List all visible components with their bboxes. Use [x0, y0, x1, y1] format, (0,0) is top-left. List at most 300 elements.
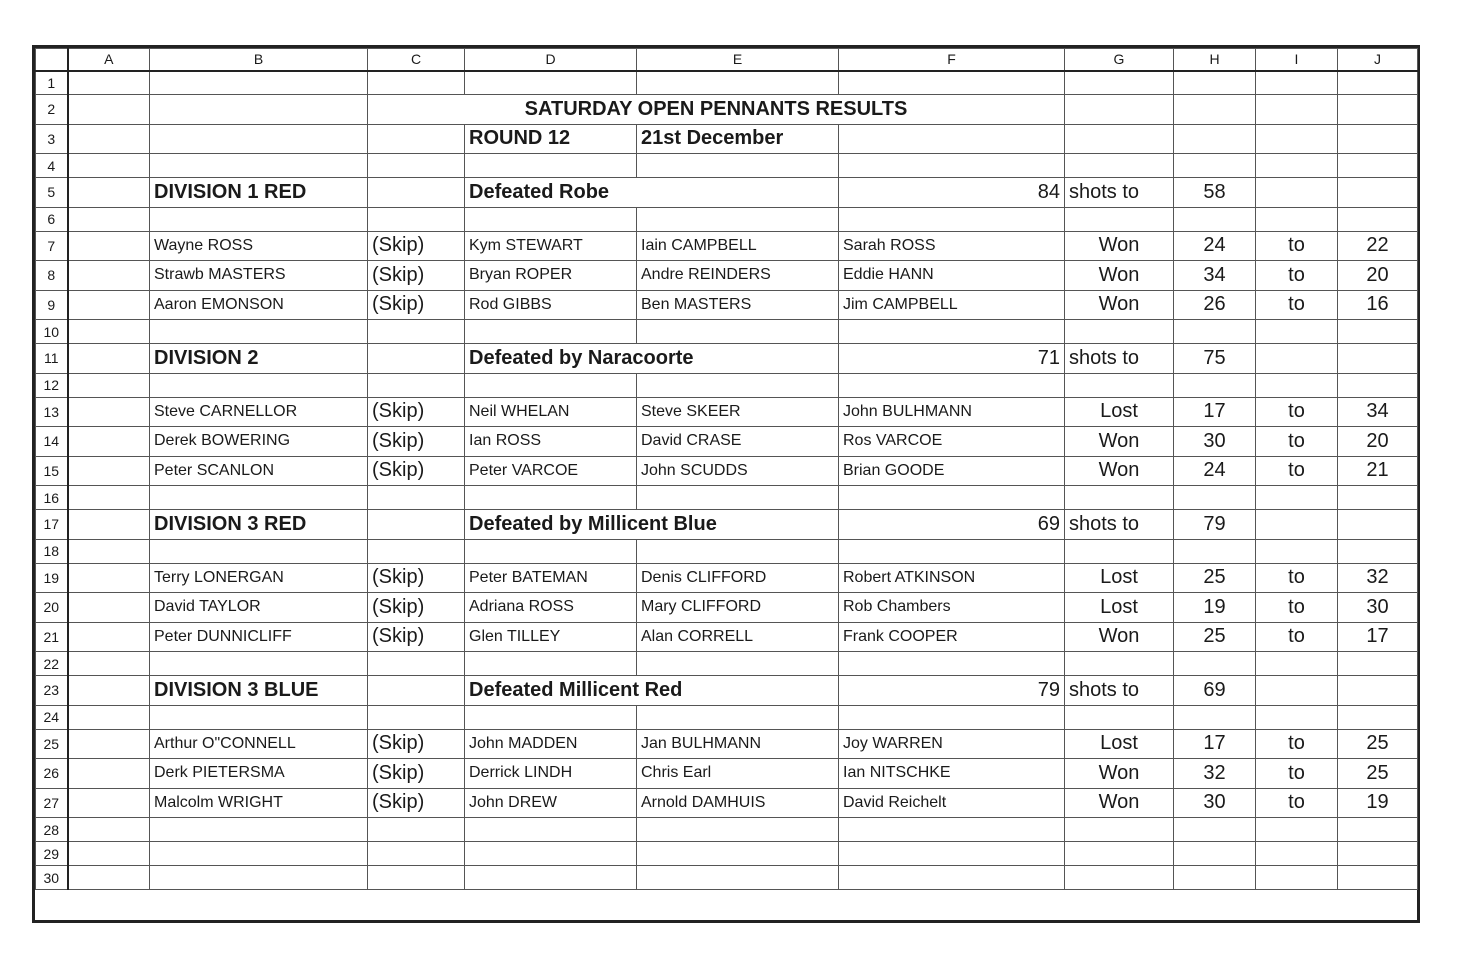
- rink-score-for[interactable]: 26: [1174, 290, 1256, 320]
- skip-label[interactable]: (Skip): [368, 759, 465, 789]
- lead-name[interactable]: Ros VARCOE: [839, 427, 1065, 457]
- second-name[interactable]: Denis CLIFFORD: [637, 563, 839, 593]
- second-name[interactable]: John SCUDDS: [637, 456, 839, 486]
- match-result[interactable]: Defeated by Naracoorte: [465, 344, 839, 374]
- cell[interactable]: [1256, 818, 1338, 842]
- second-name[interactable]: Ben MASTERS: [637, 290, 839, 320]
- cell[interactable]: [637, 818, 839, 842]
- cell[interactable]: [1256, 705, 1338, 729]
- rink-score-for[interactable]: 17: [1174, 397, 1256, 427]
- rink-outcome[interactable]: Won: [1065, 456, 1174, 486]
- cell[interactable]: [1065, 652, 1174, 676]
- lead-name[interactable]: Robert ATKINSON: [839, 563, 1065, 593]
- cell[interactable]: [1256, 207, 1338, 231]
- cell[interactable]: [637, 652, 839, 676]
- cell[interactable]: [1338, 207, 1418, 231]
- cell[interactable]: [1338, 510, 1418, 540]
- cell[interactable]: [68, 510, 150, 540]
- column-header[interactable]: D: [465, 49, 637, 71]
- skip-name[interactable]: Peter SCANLON: [150, 456, 368, 486]
- row-header[interactable]: 12: [36, 373, 68, 397]
- rink-score-for[interactable]: 24: [1174, 231, 1256, 261]
- cell[interactable]: [465, 207, 637, 231]
- skip-label[interactable]: (Skip): [368, 261, 465, 291]
- rink-score-against[interactable]: 20: [1338, 261, 1418, 291]
- cell[interactable]: [1174, 842, 1256, 866]
- cell[interactable]: [1338, 818, 1418, 842]
- cell[interactable]: [839, 705, 1065, 729]
- second-name[interactable]: Steve SKEER: [637, 397, 839, 427]
- cell[interactable]: [368, 676, 465, 706]
- rink-score-against[interactable]: 20: [1338, 427, 1418, 457]
- column-header[interactable]: F: [839, 49, 1065, 71]
- row-header[interactable]: 6: [36, 207, 68, 231]
- cell[interactable]: [68, 539, 150, 563]
- rink-outcome[interactable]: Won: [1065, 759, 1174, 789]
- cell[interactable]: [465, 652, 637, 676]
- cell[interactable]: [1256, 510, 1338, 540]
- cell[interactable]: [150, 154, 368, 178]
- row-header[interactable]: 27: [36, 788, 68, 818]
- cell[interactable]: [1065, 373, 1174, 397]
- third-name[interactable]: John MADDEN: [465, 729, 637, 759]
- rink-score-for[interactable]: 24: [1174, 456, 1256, 486]
- cell[interactable]: [1256, 842, 1338, 866]
- cell[interactable]: [1174, 373, 1256, 397]
- cell[interactable]: [839, 539, 1065, 563]
- cell[interactable]: [1338, 124, 1418, 154]
- cell[interactable]: [1338, 178, 1418, 208]
- cell[interactable]: [637, 373, 839, 397]
- cell[interactable]: [839, 842, 1065, 866]
- lead-name[interactable]: David Reichelt: [839, 788, 1065, 818]
- cell[interactable]: [68, 652, 150, 676]
- skip-label[interactable]: (Skip): [368, 427, 465, 457]
- cell[interactable]: [1065, 842, 1174, 866]
- cell[interactable]: [1256, 486, 1338, 510]
- third-name[interactable]: Ian ROSS: [465, 427, 637, 457]
- cell[interactable]: [1256, 320, 1338, 344]
- column-header[interactable]: J: [1338, 49, 1418, 71]
- row-header[interactable]: 7: [36, 231, 68, 261]
- skip-name[interactable]: Peter DUNNICLIFF: [150, 622, 368, 652]
- cell[interactable]: [1256, 178, 1338, 208]
- row-header[interactable]: 21: [36, 622, 68, 652]
- rink-score-against[interactable]: 32: [1338, 563, 1418, 593]
- shots-against[interactable]: 69: [1174, 676, 1256, 706]
- cell[interactable]: [1338, 154, 1418, 178]
- cell[interactable]: [68, 729, 150, 759]
- rink-score-against[interactable]: 30: [1338, 593, 1418, 623]
- cell[interactable]: [465, 842, 637, 866]
- cell[interactable]: [1338, 486, 1418, 510]
- cell[interactable]: [637, 866, 839, 890]
- cell[interactable]: [368, 154, 465, 178]
- cell[interactable]: [68, 788, 150, 818]
- cell[interactable]: [68, 290, 150, 320]
- row-header[interactable]: 18: [36, 539, 68, 563]
- row-header[interactable]: 29: [36, 842, 68, 866]
- cell[interactable]: [637, 71, 839, 95]
- cell[interactable]: [68, 759, 150, 789]
- cell[interactable]: [1065, 320, 1174, 344]
- row-header[interactable]: 5: [36, 178, 68, 208]
- cell[interactable]: [1338, 652, 1418, 676]
- cell[interactable]: [637, 320, 839, 344]
- skip-label[interactable]: (Skip): [368, 593, 465, 623]
- rink-to-label[interactable]: to: [1256, 231, 1338, 261]
- cell[interactable]: [368, 539, 465, 563]
- lead-name[interactable]: Jim CAMPBELL: [839, 290, 1065, 320]
- cell[interactable]: [368, 818, 465, 842]
- lead-name[interactable]: Ian NITSCHKE: [839, 759, 1065, 789]
- cell[interactable]: [637, 842, 839, 866]
- skip-name[interactable]: Arthur O"CONNELL: [150, 729, 368, 759]
- cell[interactable]: [368, 178, 465, 208]
- cell[interactable]: [1256, 676, 1338, 706]
- third-name[interactable]: Peter VARCOE: [465, 456, 637, 486]
- cell[interactable]: [68, 95, 150, 125]
- skip-label[interactable]: (Skip): [368, 290, 465, 320]
- shots-for[interactable]: 84: [839, 178, 1065, 208]
- row-header[interactable]: 8: [36, 261, 68, 291]
- shots-to-label[interactable]: shots to: [1065, 344, 1174, 374]
- cell[interactable]: [1174, 705, 1256, 729]
- cell[interactable]: [1338, 320, 1418, 344]
- column-header[interactable]: B: [150, 49, 368, 71]
- match-result[interactable]: Defeated Millicent Red: [465, 676, 839, 706]
- cell[interactable]: [1256, 124, 1338, 154]
- shots-against[interactable]: 58: [1174, 178, 1256, 208]
- cell[interactable]: [465, 320, 637, 344]
- row-header[interactable]: 17: [36, 510, 68, 540]
- cell[interactable]: [839, 320, 1065, 344]
- cell[interactable]: [368, 71, 465, 95]
- skip-name[interactable]: Derk PIETERSMA: [150, 759, 368, 789]
- cell[interactable]: [68, 207, 150, 231]
- third-name[interactable]: Glen TILLEY: [465, 622, 637, 652]
- cell[interactable]: [1338, 71, 1418, 95]
- rink-score-for[interactable]: 30: [1174, 788, 1256, 818]
- skip-name[interactable]: Malcolm WRIGHT: [150, 788, 368, 818]
- cell[interactable]: [465, 866, 637, 890]
- rink-outcome[interactable]: Won: [1065, 290, 1174, 320]
- third-name[interactable]: Bryan ROPER: [465, 261, 637, 291]
- cell[interactable]: [1174, 866, 1256, 890]
- division-name[interactable]: DIVISION 1 RED: [150, 178, 368, 208]
- cell[interactable]: [68, 427, 150, 457]
- third-name[interactable]: John DREW: [465, 788, 637, 818]
- division-name[interactable]: DIVISION 2: [150, 344, 368, 374]
- third-name[interactable]: Adriana ROSS: [465, 593, 637, 623]
- cell[interactable]: [150, 124, 368, 154]
- rink-score-against[interactable]: 22: [1338, 231, 1418, 261]
- division-name[interactable]: DIVISION 3 BLUE: [150, 676, 368, 706]
- cell[interactable]: [1065, 124, 1174, 154]
- cell[interactable]: [368, 344, 465, 374]
- cell[interactable]: [1256, 373, 1338, 397]
- round-label[interactable]: ROUND 12: [465, 124, 637, 154]
- cell[interactable]: [68, 818, 150, 842]
- lead-name[interactable]: Sarah ROSS: [839, 231, 1065, 261]
- rink-to-label[interactable]: to: [1256, 729, 1338, 759]
- cell[interactable]: [368, 510, 465, 540]
- rink-to-label[interactable]: to: [1256, 788, 1338, 818]
- cell[interactable]: [1338, 344, 1418, 374]
- cell[interactable]: [637, 486, 839, 510]
- cell[interactable]: [1065, 486, 1174, 510]
- cell[interactable]: [68, 486, 150, 510]
- cell[interactable]: [465, 373, 637, 397]
- lead-name[interactable]: Rob Chambers: [839, 593, 1065, 623]
- cell[interactable]: [68, 622, 150, 652]
- cell[interactable]: [637, 154, 839, 178]
- shots-to-label[interactable]: shots to: [1065, 178, 1174, 208]
- cell[interactable]: [1065, 705, 1174, 729]
- cell[interactable]: [368, 842, 465, 866]
- cell[interactable]: [1174, 124, 1256, 154]
- rink-to-label[interactable]: to: [1256, 456, 1338, 486]
- sheet-title[interactable]: SATURDAY OPEN PENNANTS RESULTS: [368, 95, 1065, 125]
- cell[interactable]: [368, 705, 465, 729]
- row-header[interactable]: 14: [36, 427, 68, 457]
- skip-label[interactable]: (Skip): [368, 231, 465, 261]
- skip-label[interactable]: (Skip): [368, 456, 465, 486]
- cell[interactable]: [637, 207, 839, 231]
- skip-name[interactable]: Wayne ROSS: [150, 231, 368, 261]
- cell[interactable]: [1174, 486, 1256, 510]
- row-header[interactable]: 2: [36, 95, 68, 125]
- cell[interactable]: [1065, 71, 1174, 95]
- shots-to-label[interactable]: shots to: [1065, 676, 1174, 706]
- rink-outcome[interactable]: Won: [1065, 622, 1174, 652]
- column-header[interactable]: I: [1256, 49, 1338, 71]
- cell[interactable]: [1065, 154, 1174, 178]
- cell[interactable]: [465, 486, 637, 510]
- second-name[interactable]: Iain CAMPBELL: [637, 231, 839, 261]
- shots-for[interactable]: 71: [839, 344, 1065, 374]
- cell[interactable]: [839, 207, 1065, 231]
- skip-label[interactable]: (Skip): [368, 729, 465, 759]
- row-header[interactable]: 24: [36, 705, 68, 729]
- skip-name[interactable]: David TAYLOR: [150, 593, 368, 623]
- rink-to-label[interactable]: to: [1256, 397, 1338, 427]
- cell[interactable]: [465, 71, 637, 95]
- cell[interactable]: [150, 705, 368, 729]
- cell[interactable]: [68, 320, 150, 344]
- rink-score-against[interactable]: 17: [1338, 622, 1418, 652]
- skip-label[interactable]: (Skip): [368, 563, 465, 593]
- rink-score-against[interactable]: 19: [1338, 788, 1418, 818]
- rink-to-label[interactable]: to: [1256, 427, 1338, 457]
- cell[interactable]: [368, 486, 465, 510]
- skip-label[interactable]: (Skip): [368, 788, 465, 818]
- round-date[interactable]: 21st December: [637, 124, 839, 154]
- cell[interactable]: [1338, 676, 1418, 706]
- cell[interactable]: [1065, 539, 1174, 563]
- row-header[interactable]: 16: [36, 486, 68, 510]
- cell[interactable]: [1174, 818, 1256, 842]
- cell[interactable]: [465, 539, 637, 563]
- skip-name[interactable]: Terry LONERGAN: [150, 563, 368, 593]
- skip-name[interactable]: Aaron EMONSON: [150, 290, 368, 320]
- lead-name[interactable]: Eddie HANN: [839, 261, 1065, 291]
- cell[interactable]: [368, 373, 465, 397]
- cell[interactable]: [839, 652, 1065, 676]
- row-header[interactable]: 15: [36, 456, 68, 486]
- cell[interactable]: [1338, 373, 1418, 397]
- cell[interactable]: [368, 866, 465, 890]
- cell[interactable]: [68, 676, 150, 706]
- row-header[interactable]: 13: [36, 397, 68, 427]
- cell[interactable]: [1065, 207, 1174, 231]
- rink-score-against[interactable]: 21: [1338, 456, 1418, 486]
- cell[interactable]: [637, 539, 839, 563]
- third-name[interactable]: Kym STEWART: [465, 231, 637, 261]
- cell[interactable]: [68, 71, 150, 95]
- rink-score-for[interactable]: 17: [1174, 729, 1256, 759]
- cell[interactable]: [1174, 320, 1256, 344]
- second-name[interactable]: Jan BULHMANN: [637, 729, 839, 759]
- row-header[interactable]: 9: [36, 290, 68, 320]
- rink-outcome[interactable]: Won: [1065, 427, 1174, 457]
- cell[interactable]: [150, 486, 368, 510]
- rink-outcome[interactable]: Won: [1065, 231, 1174, 261]
- cell[interactable]: [68, 842, 150, 866]
- cell[interactable]: [68, 178, 150, 208]
- cell[interactable]: [839, 866, 1065, 890]
- shots-for[interactable]: 79: [839, 676, 1065, 706]
- column-header[interactable]: G: [1065, 49, 1174, 71]
- second-name[interactable]: Alan CORRELL: [637, 622, 839, 652]
- match-result[interactable]: Defeated by Millicent Blue: [465, 510, 839, 540]
- column-header[interactable]: C: [368, 49, 465, 71]
- skip-name[interactable]: Steve CARNELLOR: [150, 397, 368, 427]
- rink-outcome[interactable]: Lost: [1065, 593, 1174, 623]
- cell[interactable]: [1174, 539, 1256, 563]
- rink-to-label[interactable]: to: [1256, 563, 1338, 593]
- cell[interactable]: [1338, 705, 1418, 729]
- lead-name[interactable]: Joy WARREN: [839, 729, 1065, 759]
- cell[interactable]: [68, 397, 150, 427]
- lead-name[interactable]: John BULHMANN: [839, 397, 1065, 427]
- cell[interactable]: [68, 593, 150, 623]
- cell[interactable]: [1065, 95, 1174, 125]
- cell[interactable]: [1065, 818, 1174, 842]
- cell[interactable]: [637, 705, 839, 729]
- rink-outcome[interactable]: Won: [1065, 261, 1174, 291]
- row-header[interactable]: 3: [36, 124, 68, 154]
- row-header[interactable]: 22: [36, 652, 68, 676]
- cell[interactable]: [1338, 866, 1418, 890]
- row-header[interactable]: 30: [36, 866, 68, 890]
- cell[interactable]: [68, 344, 150, 374]
- corner-cell[interactable]: [36, 49, 68, 71]
- rink-outcome[interactable]: Lost: [1065, 563, 1174, 593]
- cell[interactable]: [1256, 71, 1338, 95]
- cell[interactable]: [839, 818, 1065, 842]
- second-name[interactable]: Arnold DAMHUIS: [637, 788, 839, 818]
- row-header[interactable]: 11: [36, 344, 68, 374]
- cell[interactable]: [1338, 95, 1418, 125]
- cell[interactable]: [1174, 207, 1256, 231]
- shots-against[interactable]: 79: [1174, 510, 1256, 540]
- rink-score-for[interactable]: 30: [1174, 427, 1256, 457]
- row-header[interactable]: 28: [36, 818, 68, 842]
- shots-for[interactable]: 69: [839, 510, 1065, 540]
- column-header[interactable]: A: [68, 49, 150, 71]
- cell[interactable]: [150, 866, 368, 890]
- second-name[interactable]: Mary CLIFFORD: [637, 593, 839, 623]
- rink-to-label[interactable]: to: [1256, 759, 1338, 789]
- rink-outcome[interactable]: Lost: [1065, 397, 1174, 427]
- rink-score-for[interactable]: 25: [1174, 622, 1256, 652]
- cell[interactable]: [1174, 652, 1256, 676]
- cell[interactable]: [1256, 154, 1338, 178]
- skip-label[interactable]: (Skip): [368, 397, 465, 427]
- rink-to-label[interactable]: to: [1256, 593, 1338, 623]
- cell[interactable]: [1174, 95, 1256, 125]
- cell[interactable]: [839, 71, 1065, 95]
- cell[interactable]: [68, 866, 150, 890]
- match-result[interactable]: Defeated Robe: [465, 178, 839, 208]
- cell[interactable]: [368, 207, 465, 231]
- cell[interactable]: [1256, 539, 1338, 563]
- skip-name[interactable]: Strawb MASTERS: [150, 261, 368, 291]
- row-header[interactable]: 10: [36, 320, 68, 344]
- rink-score-against[interactable]: 34: [1338, 397, 1418, 427]
- third-name[interactable]: Peter BATEMAN: [465, 563, 637, 593]
- cell[interactable]: [465, 818, 637, 842]
- cell[interactable]: [68, 124, 150, 154]
- row-header[interactable]: 4: [36, 154, 68, 178]
- cell[interactable]: [1338, 842, 1418, 866]
- column-header[interactable]: H: [1174, 49, 1256, 71]
- cell[interactable]: [1065, 866, 1174, 890]
- cell[interactable]: [68, 456, 150, 486]
- cell[interactable]: [839, 373, 1065, 397]
- rink-score-against[interactable]: 16: [1338, 290, 1418, 320]
- cell[interactable]: [1256, 652, 1338, 676]
- cell[interactable]: [150, 95, 368, 125]
- rink-score-for[interactable]: 32: [1174, 759, 1256, 789]
- cell[interactable]: [1338, 539, 1418, 563]
- cell[interactable]: [150, 320, 368, 344]
- rink-to-label[interactable]: to: [1256, 290, 1338, 320]
- third-name[interactable]: Derrick LINDH: [465, 759, 637, 789]
- rink-score-for[interactable]: 19: [1174, 593, 1256, 623]
- cell[interactable]: [150, 539, 368, 563]
- cell[interactable]: [1174, 71, 1256, 95]
- cell[interactable]: [368, 652, 465, 676]
- cell[interactable]: [1256, 866, 1338, 890]
- second-name[interactable]: Chris Earl: [637, 759, 839, 789]
- cell[interactable]: [68, 705, 150, 729]
- rink-score-for[interactable]: 34: [1174, 261, 1256, 291]
- lead-name[interactable]: Frank COOPER: [839, 622, 1065, 652]
- lead-name[interactable]: Brian GOODE: [839, 456, 1065, 486]
- column-header[interactable]: E: [637, 49, 839, 71]
- cell[interactable]: [150, 652, 368, 676]
- row-header[interactable]: 20: [36, 593, 68, 623]
- cell[interactable]: [150, 207, 368, 231]
- cell[interactable]: [68, 231, 150, 261]
- cell[interactable]: [68, 154, 150, 178]
- cell[interactable]: [839, 154, 1065, 178]
- third-name[interactable]: Neil WHELAN: [465, 397, 637, 427]
- cell[interactable]: [150, 373, 368, 397]
- third-name[interactable]: Rod GIBBS: [465, 290, 637, 320]
